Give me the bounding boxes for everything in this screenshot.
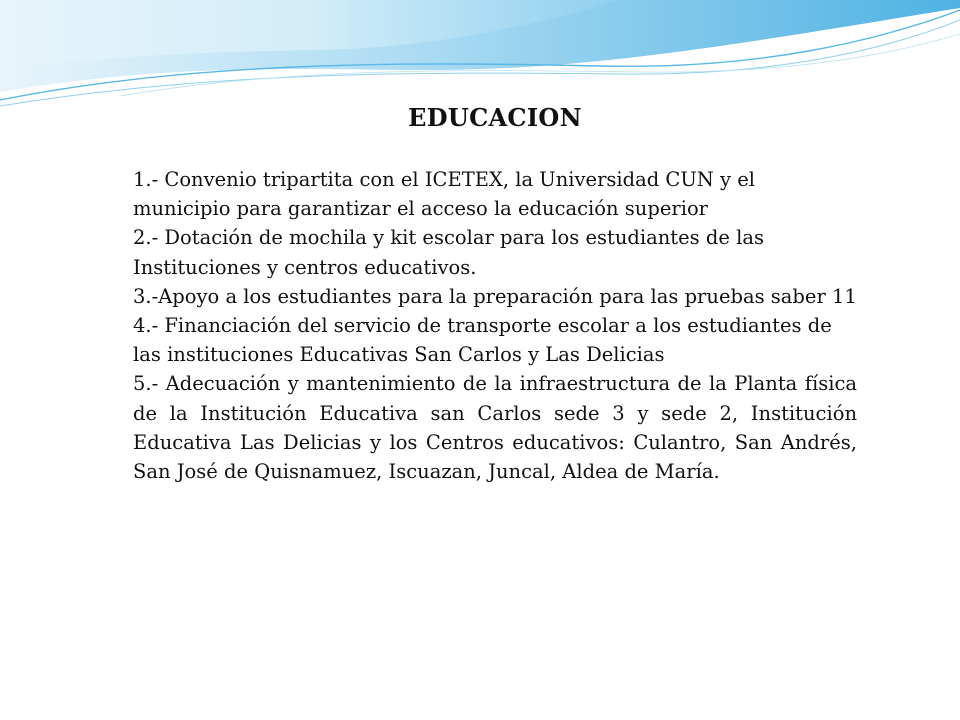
slide-body — [133, 165, 857, 486]
list-item: 1.- Convenio tripartita con el ICETEX, la Universidad CUN y el municipio para garantizar el acceso la educación superior — [133, 168, 756, 221]
header-wave-decoration — [0, 0, 960, 120]
list-item: 4.- Financiación del servicio de transporte escolar a los estudiantes de las instituciones Educativas San Carlos y Las Delicias — [133, 314, 832, 367]
list-item: 5.- Adecuación y mantenimiento de la infraestructura de la Planta física de la Institución Educativa san Carlos sede 3 y sede 2, Institución Educativa Las Delicias y los Centros educativos: Culantro, San Andrés, San José de Quisnamuez, Iscuazan, Juncal, Aldea de María. — [133, 372, 857, 484]
slide-title: EDUCACION — [408, 103, 582, 132]
list-item: 3.-Apoyo a los estudiantes para la preparación para las pruebas saber 11 — [133, 284, 857, 308]
list-item: 2.- Dotación de mochila y kit escolar para los estudiantes de las Instituciones y centros educativos. — [133, 226, 764, 279]
